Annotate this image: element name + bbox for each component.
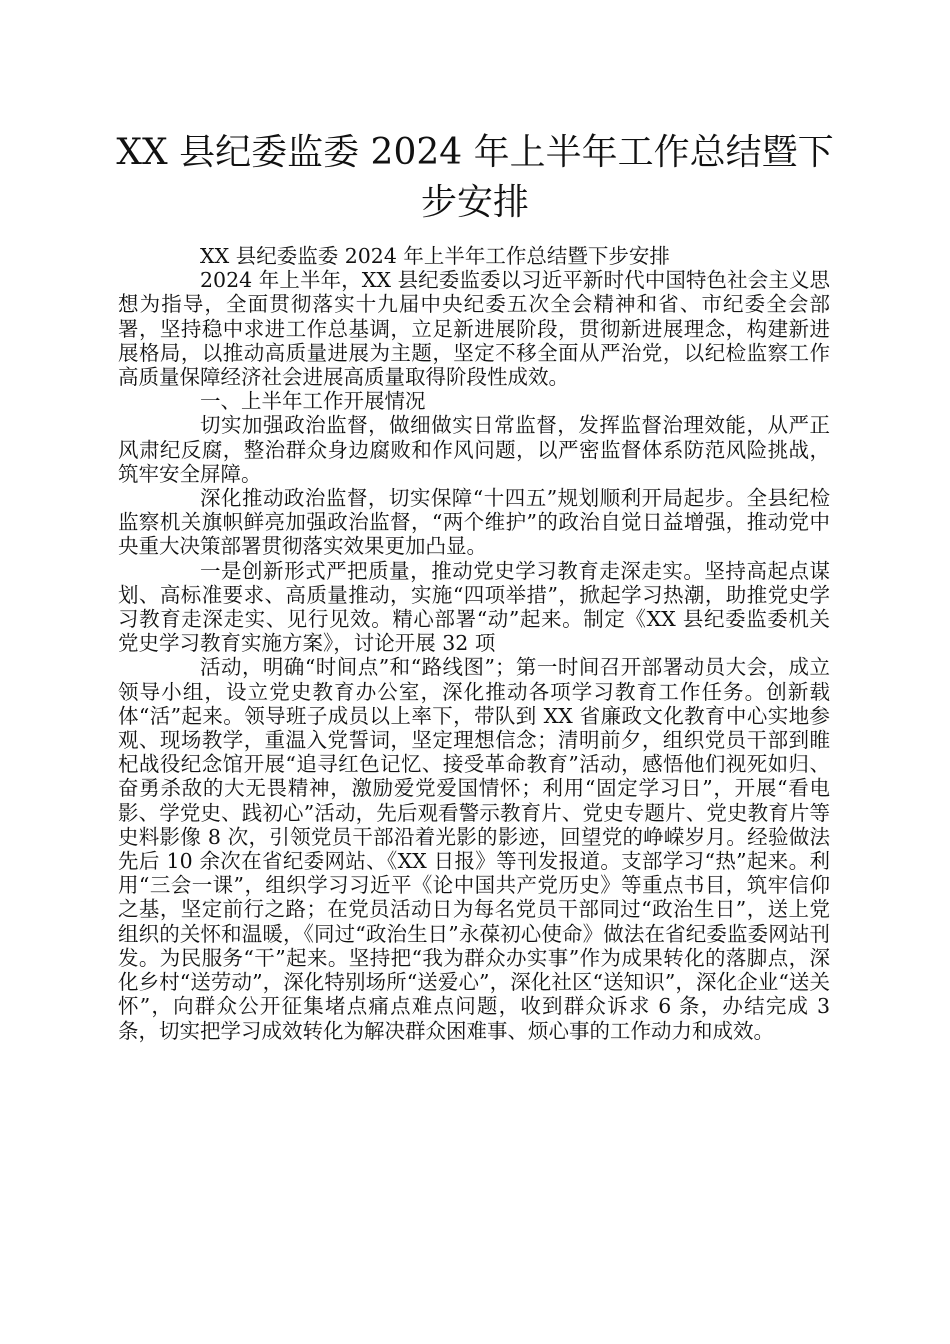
section-heading: 一、上半年工作开展情况 [200, 389, 426, 414]
paragraph-activities: 活动，明确“时间点”和“路线图”；第一时间召开部署动员大会，成立领导小组，设立党史教育办公室，深化推动各项学习教育工作任务。创新载体“活”起来。领导班子成员以上率下，带队到 XX 省廉政文化教育中心实地参观、现场教学，重温入党誓词，坚定理想信念；清明前夕，组织党员干部到睢杞战役纪念馆开展“追寻红色记忆、接受革命教育”活动，感悟他们视死如归、奋勇杀敌的大无畏精神，激励爱党爱国情怀；利用“固定学习日”，开展“看电影、学党史、践初心”活动，先后观看警示教育片、党史专题片、党史教育片等史料影像 8 次，引领党员干部沿着光影的影迹，回望党的峥嵘岁月。经验做法先后 10 余次在省纪委网站、《XX 日报》等刊发报道。支部学习“热”起来。利用“三会一课”，组织学习习近平《论中国共产党历史》等重点书目，筑牢信仰之基，坚定前行之路；在党员活动日为每名党员干部同过“政治生日”，送上党组织的关怀和温暖，《同过“政治生日”永葆初心使命》做法在省纪委监委网站刊发。为民服务“干”起来。坚持把“我为群众办实事”作为成果转化的落脚点，深化乡村“送劳动”，深化特别场所“送爱心”，深化社区“送知识”，深化企业“送关怀”，向群众公开征集堵点痛点难点问题，收到群众诉求 6 条，办结完成 3 条，切实把学习成效转化为解决群众困难事、烦心事的工作动力和成效。 [118, 655, 830, 1043]
paragraph-political-supervision: 深化推动政治监督，切实保障“十四五”规划顺利开局起步。全县纪检监察机关旗帜鲜亮加强政治监督，“两个维护”的政治自觉日益增强，推动党中央重大决策部署贯彻落实效果更加凸显。 [118, 486, 830, 559]
paragraph-party-history-education: 一是创新形式严把质量，推动党史学习教育走深走实。坚持高起点谋划、高标准要求、高质量推动，实施“四项举措”，掀起学习热潮，助推党史学习教育走深走实、见行见效。精心部署“动”起来。制定《XX 县纪委监委机关党史学习教育实施方案》，讨论开展 32 项 [118, 558, 830, 656]
paragraph-intro: 2024 年上半年，XX 县纪委监委以习近平新时代中国特色社会主义思想为指导，全面贯彻落实十九届中央纪委五次全会精神和省、市纪委全会部署，坚持稳中求进工作总基调，立足新进展阶段，贯彻新进展理念，构建新进展格局，以推动高质量进展为主题，坚定不移全面从严治党，以纪检监察工作高质量保障经济社会进展高质量取得阶段性成效。 [118, 268, 830, 390]
paragraph-subtitle: XX 县纪委监委 2024 年上半年工作总结暨下步安排 [200, 244, 670, 268]
paragraph-overview: 切实加强政治监督，做细做实日常监督，发挥监督治理效能，从严正风肃纪反腐，整治群众身边腐败和作风问题，以严密监督体系防范风险挑战，筑牢安全屏障。 [118, 413, 830, 486]
document-body [118, 244, 830, 1043]
document-title: XX 县纪委监委 2024 年上半年工作总结暨下步安排 [116, 132, 834, 223]
